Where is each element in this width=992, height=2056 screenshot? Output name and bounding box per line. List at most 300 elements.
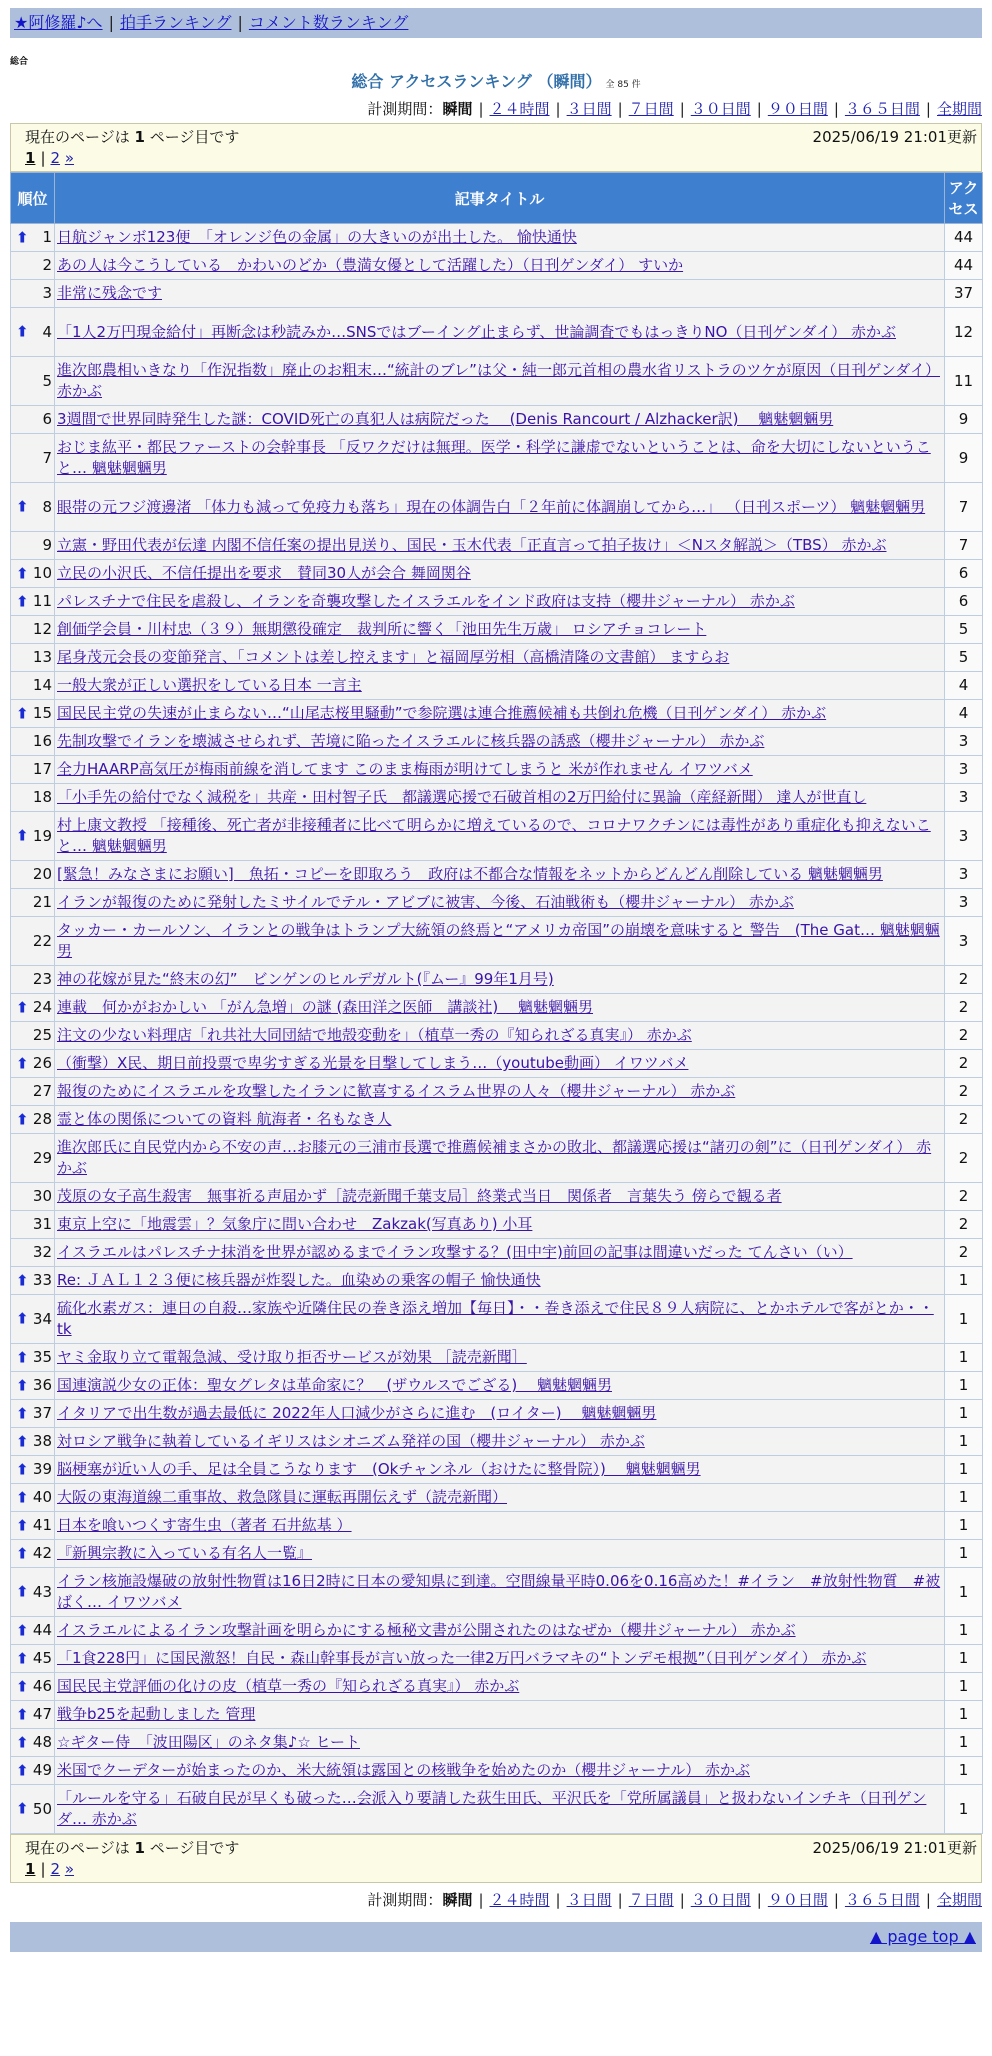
- article-title-link[interactable]: おじま紘平・都民ファーストの会幹事長 「反ワクだけは無理。医学・科学に謙虚でないということは、命を大切にしないということ… 魑魅魍魎男: [57, 438, 931, 477]
- pager-separator: |: [40, 149, 46, 167]
- up-arrow-icon: ⬆: [16, 1733, 29, 1751]
- period-separator: |: [478, 100, 484, 118]
- article-title-link[interactable]: 報復のためにイスラエルを攻撃したイランに歓喜するイスラム世界の人々（櫻井ジャーナル） 赤かぶ: [57, 1082, 736, 1100]
- period-label: 計測期間：: [367, 1891, 443, 1909]
- period-link[interactable]: ７日間: [628, 1891, 674, 1909]
- access-count: 44: [945, 224, 983, 252]
- table-row: [11, 1183, 983, 1211]
- article-title-link[interactable]: あの人は今こうしている かわいのどか（豊満女優として活躍した）（日刊ゲンダイ） すいか: [57, 256, 684, 274]
- article-title-link[interactable]: 大阪の東海道線二重事故、救急隊員に運転再開伝えず（読売新聞）: [57, 1488, 508, 1506]
- up-arrow-icon: ⬆: [16, 1544, 29, 1562]
- article-title-link[interactable]: 進次郎氏に自民党内から不安の声…お膝元の三浦市長選で推薦候補まさかの敗北、都議選応援は“諸刃の剣”に（日刊ゲンダイ） 赤かぶ: [57, 1138, 932, 1177]
- rank-number: 45: [32, 1649, 52, 1667]
- title-cell: [55, 1701, 945, 1729]
- period-link[interactable]: ２４時間: [489, 1891, 550, 1909]
- article-title-link[interactable]: 「1人2万円現金給付」再断念は秒読みか…SNSではブーイング止まらず、世論調査でもはっきりNO（日刊ゲンダイ） 赤かぶ: [57, 322, 897, 341]
- rank-number: 3: [42, 284, 52, 302]
- rank-cell: [11, 1673, 55, 1701]
- article-title-link[interactable]: 先制攻撃でイランを壊滅させられず、苦境に陥ったイスラエルに核兵器の誘惑（櫻井ジャーナル） 赤かぶ: [57, 732, 765, 750]
- table-row: [11, 483, 983, 532]
- rank-cell: [11, 644, 55, 672]
- access-count: 1: [945, 1295, 983, 1344]
- pager-page-link[interactable]: 2: [50, 149, 61, 167]
- current-page-number: 1: [134, 128, 145, 146]
- access-count: 3: [945, 812, 983, 861]
- up-arrow-icon: ⬆: [16, 322, 29, 341]
- table-row: [11, 672, 983, 700]
- up-arrow-icon: ⬆: [16, 1621, 29, 1639]
- table-row: [11, 308, 983, 357]
- rank-cell: [11, 1295, 55, 1344]
- rank-cell: [11, 700, 55, 728]
- title-cell: [55, 861, 945, 889]
- article-title-link[interactable]: 眼帯の元フジ渡邊渚 「体力も減って免疫力も落ち」現在の体調告白「２年前に体調崩してから…」 （日刊スポーツ） 魑魅魍魎男: [57, 497, 926, 516]
- rank-number: 31: [32, 1215, 52, 1233]
- article-title-link[interactable]: イタリアで出生数が過去最低に 2022年人口減少がさらに進む (ロイター) 魑魅魍魎男: [57, 1404, 657, 1422]
- rank-cell: [11, 672, 55, 700]
- rank-cell: [11, 1267, 55, 1295]
- title-cell: [55, 1050, 945, 1078]
- rank-cell: [11, 224, 55, 252]
- title-cell: [55, 756, 945, 784]
- pager: [25, 149, 977, 167]
- article-title-link[interactable]: ヤミ金取り立て電報急減、受け取り拒否サービスが効果 ［読売新聞］: [57, 1348, 527, 1366]
- title-cell: [55, 812, 945, 861]
- title-cell: [55, 1617, 945, 1645]
- access-count: 4: [945, 700, 983, 728]
- up-arrow-icon: ⬆: [16, 228, 29, 246]
- period-current: 瞬間: [442, 100, 473, 118]
- article-title-link[interactable]: 日本を喰いつくす寄生虫（著者 石井紘基 ）: [57, 1516, 352, 1534]
- up-arrow-icon: ⬆: [16, 1054, 29, 1072]
- up-arrow-icon: ⬆: [16, 564, 29, 582]
- title-cell: [55, 1239, 945, 1267]
- title-cell: [55, 994, 945, 1022]
- rank-number: 43: [32, 1582, 52, 1601]
- article-title-link[interactable]: 米国でクーデターが始まったのか、米大統領は露国との核戦争を始めたのか（櫻井ジャーナル） 赤かぶ: [57, 1761, 750, 1779]
- article-title-link[interactable]: 対ロシア戦争に執着しているイギリスはシオニズム発祥の国（櫻井ジャーナル） 赤かぶ: [57, 1432, 645, 1450]
- up-arrow-icon: ⬆: [16, 497, 29, 516]
- access-count: 1: [945, 1267, 983, 1295]
- rank-cell: [11, 1372, 55, 1400]
- article-title-link[interactable]: 連載 何かがおかしい 「がん急増」の謎 (森田洋之医師 講談社) 魑魅魍魎男: [57, 998, 594, 1016]
- up-arrow-icon: ⬆: [16, 1309, 29, 1328]
- rank-cell: [11, 1134, 55, 1183]
- title-cell: [55, 1645, 945, 1673]
- title-cell: [55, 1428, 945, 1456]
- access-count: 7: [945, 532, 983, 560]
- rank-number: 6: [42, 410, 52, 428]
- nav-applause-ranking-link[interactable]: 拍手ランキング: [119, 13, 232, 32]
- title-cell: [55, 532, 945, 560]
- page-info-bottom: [10, 1834, 982, 1883]
- table-row: [11, 812, 983, 861]
- title-cell: [55, 1211, 945, 1239]
- article-title-link[interactable]: イスラエルはパレスチナ抹消を世界が認めるまでイラン攻撃する？(田中宇)前回の記事は間違いだった てんさい（い）: [57, 1243, 853, 1261]
- up-arrow-icon: ⬆: [16, 1460, 29, 1478]
- access-count: 9: [945, 434, 983, 483]
- article-title-link[interactable]: （衝撃）X民、期日前投票で卑劣すぎる光景を目撃してしまう…（youtube動画） イワツバメ: [57, 1054, 689, 1072]
- access-count: 44: [945, 252, 983, 280]
- access-count: 1: [945, 1456, 983, 1484]
- rank-number: 30: [32, 1187, 52, 1205]
- rank-number: 44: [32, 1621, 52, 1639]
- rank-cell: [11, 308, 55, 357]
- title-cell: [55, 1295, 945, 1344]
- header-rank: 順位: [11, 173, 55, 224]
- table-row: [11, 1701, 983, 1729]
- title-cell: [55, 1022, 945, 1050]
- access-count: 6: [945, 588, 983, 616]
- rank-cell: [11, 1344, 55, 1372]
- rank-cell: [11, 434, 55, 483]
- table-row: [11, 1211, 983, 1239]
- period-link[interactable]: ３６５日間: [844, 1891, 920, 1909]
- access-count: 3: [945, 889, 983, 917]
- rank-number: 7: [42, 448, 52, 467]
- rank-number: 8: [42, 497, 52, 516]
- table-row: [11, 1729, 983, 1757]
- pager-separator: |: [40, 1860, 46, 1878]
- article-title-link[interactable]: 脳梗塞が近い人の手、足は全員こうなります (Okチャンネル（おけたに整骨院）) 魑魅魍魎男: [57, 1460, 701, 1478]
- article-title-link[interactable]: 一般大衆が正しい選択をしている日本 一言主: [57, 676, 362, 694]
- title-cell: [55, 1400, 945, 1428]
- access-count: 11: [945, 357, 983, 406]
- table-row: [11, 434, 983, 483]
- table-row: [11, 861, 983, 889]
- top-nav: [10, 8, 982, 38]
- rank-number: 24: [32, 998, 52, 1016]
- category-label: 総合: [10, 57, 29, 67]
- rank-number: 25: [32, 1026, 52, 1044]
- title-cell: [55, 1729, 945, 1757]
- title-cell: [55, 357, 945, 406]
- article-title-link[interactable]: 国民民主党の失速が止まらない…“山尾志桜里騒動”で参院選は連合推薦候補も共倒れ危機（日刊ゲンダイ） 赤かぶ: [57, 704, 827, 722]
- table-row: [11, 1617, 983, 1645]
- article-title-link[interactable]: 「小手先の給付でなく減税を」共産・田村智子氏 都議選応援で石破首相の2万円給付に異論（産経新聞） 達人が世直し: [57, 788, 867, 806]
- rank-number: 42: [32, 1544, 52, 1562]
- title-cell: [55, 1134, 945, 1183]
- article-title-link[interactable]: 進次郎農相いきなり「作況指数」廃止のお粗末…“統計のブレ”は父・純一郎元首相の農水省リストラのツケが原因（日刊ゲンダイ） 赤かぶ: [57, 361, 940, 400]
- access-count: 2: [945, 1022, 983, 1050]
- rank-number: 12: [32, 620, 52, 638]
- rank-cell: [11, 1568, 55, 1617]
- title-cell: [55, 560, 945, 588]
- rank-cell: [11, 756, 55, 784]
- rank-cell: [11, 728, 55, 756]
- rank-cell: [11, 483, 55, 532]
- article-title-link[interactable]: 茂原の女子高生殺害 無事祈る声届かず［読売新聞千葉支局］終業式当日 関係者 言葉失う 傍らで観る者: [57, 1187, 782, 1205]
- rank-cell: [11, 1729, 55, 1757]
- period-separator: |: [555, 100, 561, 118]
- period-link[interactable]: ３日間: [566, 1891, 612, 1909]
- rank-number: 23: [32, 970, 52, 988]
- rank-number: 19: [32, 826, 52, 845]
- article-title-link[interactable]: 非常に残念です: [57, 284, 163, 302]
- access-count: 1: [945, 1428, 983, 1456]
- article-title-link[interactable]: 3週間で世界同時発生した謎：COVID死亡の真犯人は病院だった (Denis Rancourt / Alzhacker訳) 魑魅魍魎男: [57, 410, 834, 428]
- pager-current-page: 1: [25, 1860, 36, 1878]
- rank-cell: [11, 406, 55, 434]
- article-title-link[interactable]: 尾身茂元会長の変節発言、「コメントは差し控えます」と福岡厚労相（高橋清隆の文書館） ますらお: [57, 648, 730, 666]
- period-link[interactable]: ９０日間: [767, 1891, 828, 1909]
- rank-number: 32: [32, 1243, 52, 1261]
- access-count: 1: [945, 1785, 983, 1834]
- article-title-link[interactable]: 神の花嫁が見た“終末の幻” ビンゲンのヒルデガルト(『ムー』99年1月号): [57, 970, 554, 988]
- title-cell: [55, 1456, 945, 1484]
- article-title-link[interactable]: 「ルールを守る」石破自民が早くも破った…会派入り要請した荻生田氏、平沢氏を「党所属議員」と扱わないインチキ（日刊ゲンダ… 赤かぶ: [57, 1789, 927, 1828]
- access-count: 1: [945, 1484, 983, 1512]
- table-row: [11, 1400, 983, 1428]
- article-title-link[interactable]: 東京上空に「地震雲」？気象庁に問い合わせ Zakzak(写真あり) 小耳: [57, 1215, 533, 1233]
- rank-number: 11: [32, 592, 52, 610]
- table-row: [11, 994, 983, 1022]
- article-title-link[interactable]: 創価学会員・川村忠（３９）無期懲役確定 裁判所に響く「池田先生万歳」 ロシアチョコレート: [57, 620, 707, 638]
- article-title-link[interactable]: 霊と体の関係についての資料 航海者・名もなき人: [57, 1110, 392, 1128]
- period-selector-top: [10, 98, 982, 119]
- period-separator: |: [756, 100, 762, 118]
- title-cell: [55, 588, 945, 616]
- rank-number: 1: [42, 228, 52, 246]
- rank-number: 14: [32, 676, 52, 694]
- rank-cell: [11, 357, 55, 406]
- article-title-link[interactable]: 立憲・野田代表が伝達 内閣不信任案の提出見送り、国民・玉木代表「正直言って拍子抜け」＜Nスタ解説＞（TBS） 赤かぶ: [57, 536, 887, 554]
- rank-cell: [11, 252, 55, 280]
- period-link[interactable]: ３０日間: [690, 100, 751, 118]
- period-link[interactable]: ３０日間: [690, 1891, 751, 1909]
- article-title-link[interactable]: 硫化水素ガス：連日の自殺…家族や近隣住民の巻き添え増加【毎日】・・巻き添えで住民８９人病院に、とかホテルで客がとか・・ tk: [57, 1299, 934, 1338]
- rank-number: 49: [32, 1761, 52, 1779]
- up-arrow-icon: ⬆: [16, 592, 29, 610]
- up-arrow-icon: ⬆: [16, 1488, 29, 1506]
- table-row: [11, 1785, 983, 1834]
- rank-number: 41: [32, 1516, 52, 1534]
- title-cell: [55, 616, 945, 644]
- title-cell: [55, 434, 945, 483]
- rank-number: 16: [32, 732, 52, 750]
- rank-number: 46: [32, 1677, 52, 1695]
- article-title-link[interactable]: イランが報復のために発射したミサイルでテル・アビブに被害、今後、石油戦術も（櫻井ジャーナル） 赤かぶ: [57, 893, 794, 911]
- title-cell: [55, 1484, 945, 1512]
- nav-home-link[interactable]: ★阿修羅♪へ: [14, 13, 103, 32]
- rank-cell: [11, 1428, 55, 1456]
- period-link[interactable]: 全期間: [936, 100, 982, 118]
- rank-number: 36: [32, 1376, 52, 1394]
- title-cell: [55, 644, 945, 672]
- access-count: 1: [945, 1757, 983, 1785]
- header-access: アクセス: [945, 173, 983, 224]
- table-row: [11, 917, 983, 966]
- access-count: 2: [945, 1134, 983, 1183]
- article-title-link[interactable]: 「1食228円」に国民激怒！自民・森山幹事長が言い放った一律2万円バラマキの“トンデモ根拠”（日刊ゲンダイ） 赤かぶ: [57, 1649, 867, 1667]
- nav-comment-ranking-link[interactable]: コメント数ランキング: [248, 13, 409, 32]
- table-row: [11, 1078, 983, 1106]
- up-arrow-icon: ⬆: [16, 1271, 29, 1289]
- table-row: [11, 1239, 983, 1267]
- up-arrow-icon: ⬆: [16, 1404, 29, 1422]
- period-selector-bottom: [10, 1889, 982, 1910]
- rank-cell: [11, 1757, 55, 1785]
- table-row: [11, 252, 983, 280]
- access-count: 2: [945, 1078, 983, 1106]
- article-title-link[interactable]: パレスチナで住民を虐殺し、イランを奇襲攻撃したイスラエルをインド政府は支持（櫻井ジャーナル） 赤かぶ: [57, 592, 795, 610]
- pager-next-link[interactable]: »: [64, 1860, 75, 1878]
- period-separator: |: [478, 1891, 484, 1909]
- article-title-link[interactable]: 村上康文教授 「接種後、死亡者が非接種者に比べて明らかに増えているので、コロナワクチンには毒性があり重症化も抑えないこと… 魑魅魍魎男: [57, 816, 931, 855]
- up-arrow-icon: ⬆: [16, 1705, 29, 1723]
- access-count: 2: [945, 994, 983, 1022]
- article-title-link[interactable]: イスラエルによるイラン攻撃計画を明らかにする極秘文書が公開されたのはなぜか（櫻井ジャーナル） 赤かぶ: [57, 1621, 796, 1639]
- table-row: [11, 560, 983, 588]
- up-arrow-icon: ⬆: [16, 1677, 29, 1695]
- title-cell: [55, 252, 945, 280]
- access-count: 9: [945, 406, 983, 434]
- rank-cell: [11, 532, 55, 560]
- up-arrow-icon: ⬆: [16, 1761, 29, 1779]
- pager: [25, 1860, 977, 1878]
- title-cell: [55, 483, 945, 532]
- rank-cell: [11, 588, 55, 616]
- rank-cell: [11, 994, 55, 1022]
- rank-number: 34: [32, 1309, 52, 1328]
- access-count: 3: [945, 861, 983, 889]
- period-separator: |: [925, 1891, 931, 1909]
- rank-cell: [11, 1540, 55, 1568]
- access-count: 1: [945, 1701, 983, 1729]
- access-count: 2: [945, 1183, 983, 1211]
- table-row: [11, 1512, 983, 1540]
- period-current: 瞬間: [442, 1891, 473, 1909]
- access-count: 1: [945, 1617, 983, 1645]
- rank-cell: [11, 1050, 55, 1078]
- current-page-text: [25, 1837, 239, 1858]
- rank-number: 35: [32, 1348, 52, 1366]
- article-title-link[interactable]: 戦争b25を起動しました 管理: [57, 1705, 256, 1723]
- article-title-link[interactable]: Re: ＪＡＬ１２３便に核兵器が炸裂した。血染めの乗客の帽子 愉快通快: [57, 1271, 541, 1289]
- rank-number: 39: [32, 1460, 52, 1478]
- page-top-link[interactable]: ▲ page top ▲: [869, 1927, 976, 1946]
- rank-number: 48: [32, 1733, 52, 1751]
- table-row: [11, 700, 983, 728]
- up-arrow-icon: ⬆: [16, 1799, 29, 1818]
- rank-number: 47: [32, 1705, 52, 1723]
- title-cell: [55, 672, 945, 700]
- article-title-link[interactable]: 立民の小沢氏、不信任提出を要求 賛同30人が会合 舞岡関谷: [57, 564, 471, 582]
- table-row: [11, 616, 983, 644]
- article-title-link[interactable]: タッカー・カールソン、イランとの戦争はトランプ大統領の終焉と“アメリカ帝国”の崩壊を意味すると 警告 (The Gat… 魑魅魍魎男: [57, 921, 940, 960]
- table-row: [11, 1106, 983, 1134]
- current-page-text: [25, 126, 239, 147]
- article-title-link[interactable]: ☆ギター侍 「波田陽区」のネタ集♪☆ ヒート: [57, 1733, 360, 1751]
- article-title-link[interactable]: 国連演説少女の正体：聖女グレタは革命家に？ (ザウルスでござる) 魑魅魍魎男: [57, 1376, 612, 1394]
- rank-cell: [11, 280, 55, 308]
- rank-number: 22: [32, 931, 52, 950]
- period-link[interactable]: ３日間: [566, 100, 612, 118]
- rank-number: 40: [32, 1488, 52, 1506]
- nav-separator: |: [108, 13, 114, 32]
- table-row: [11, 1645, 983, 1673]
- pager-page-link[interactable]: 2: [50, 1860, 61, 1878]
- rank-cell: [11, 1785, 55, 1834]
- access-count: 2: [945, 1106, 983, 1134]
- table-row: [11, 1568, 983, 1617]
- ranking-title-line: [10, 69, 982, 92]
- rank-number: 37: [32, 1404, 52, 1422]
- period-link[interactable]: ３６５日間: [844, 100, 920, 118]
- article-title-link[interactable]: 『新興宗教に入っている有名人一覧』: [57, 1544, 313, 1562]
- rank-cell: [11, 1022, 55, 1050]
- table-row: [11, 889, 983, 917]
- up-arrow-icon: ⬆: [16, 826, 29, 845]
- up-arrow-icon: ⬆: [16, 1582, 29, 1601]
- page-info-row: [25, 1837, 977, 1858]
- article-title-link[interactable]: 注文の少ない料理店「れ共社大同団結で地殻変動を」（植草一秀の『知られざる真実』） 赤かぶ: [57, 1026, 692, 1044]
- rank-number: 10: [32, 564, 52, 582]
- title-cell: [55, 1512, 945, 1540]
- title-cell: [55, 1344, 945, 1372]
- title-cell: [55, 889, 945, 917]
- access-count: 2: [945, 1050, 983, 1078]
- rank-cell: [11, 1106, 55, 1134]
- updated-timestamp: 2025/06/19 21:01更新: [812, 1839, 977, 1857]
- rank-number: 4: [42, 322, 52, 341]
- period-link[interactable]: 全期間: [936, 1891, 982, 1909]
- period-link[interactable]: ２４時間: [489, 100, 550, 118]
- title-cell: [55, 1078, 945, 1106]
- rank-number: 18: [32, 788, 52, 806]
- rank-number: 50: [32, 1799, 52, 1818]
- rank-number: 17: [32, 760, 52, 778]
- pager-current-page: 1: [25, 149, 36, 167]
- title-cell: [55, 728, 945, 756]
- table-row: [11, 784, 983, 812]
- rank-number: 38: [32, 1432, 52, 1450]
- rank-cell: [11, 1400, 55, 1428]
- title-cell: [55, 784, 945, 812]
- title-cell: [55, 1267, 945, 1295]
- article-title-link[interactable]: 全力HAARP高気圧が梅雨前線を消してます このまま梅雨が明けてしまうと 米が作れません イワツバメ: [57, 760, 753, 778]
- period-separator: |: [617, 100, 623, 118]
- article-title-link[interactable]: [緊急！みなさまにお願い] 魚拓・コピーを即取ろう 政府は不都合な情報をネットからどんどん削除している 魑魅魍魎男: [57, 865, 883, 883]
- period-link[interactable]: ７日間: [628, 100, 674, 118]
- article-title-link[interactable]: 日航ジャンボ123便 「オレンジ色の金属」の大きいのが出土した。 愉快通快: [57, 228, 577, 246]
- article-title-link[interactable]: イラン核施設爆破の放射性物質は16日2時に日本の愛知県に到達。空間線量平時0.06を0.16高めた！#イラン #放射性物質 #被ばく… イワツバメ: [57, 1572, 941, 1611]
- access-count: 3: [945, 728, 983, 756]
- title-cell: [55, 1540, 945, 1568]
- table-row: [11, 1267, 983, 1295]
- access-count: 6: [945, 560, 983, 588]
- page: [10, 8, 982, 1952]
- table-row: [11, 1372, 983, 1400]
- table-row: [11, 1540, 983, 1568]
- rank-cell: [11, 966, 55, 994]
- access-count: 12: [945, 308, 983, 357]
- title-cell: [55, 406, 945, 434]
- nav-separator: |: [237, 13, 243, 32]
- access-count: 3: [945, 917, 983, 966]
- rank-cell: [11, 1456, 55, 1484]
- pager-next-link[interactable]: »: [64, 149, 75, 167]
- rank-cell: [11, 1211, 55, 1239]
- period-separator: |: [833, 1891, 839, 1909]
- article-title-link[interactable]: 国民民主党評価の化けの皮（植草一秀の『知られざる真実』） 赤かぶ: [57, 1677, 520, 1695]
- table-row: [11, 588, 983, 616]
- rank-cell: [11, 1701, 55, 1729]
- period-link[interactable]: ９０日間: [767, 100, 828, 118]
- title-cell: [55, 917, 945, 966]
- rank-number: 27: [32, 1082, 52, 1100]
- access-count: 1: [945, 1372, 983, 1400]
